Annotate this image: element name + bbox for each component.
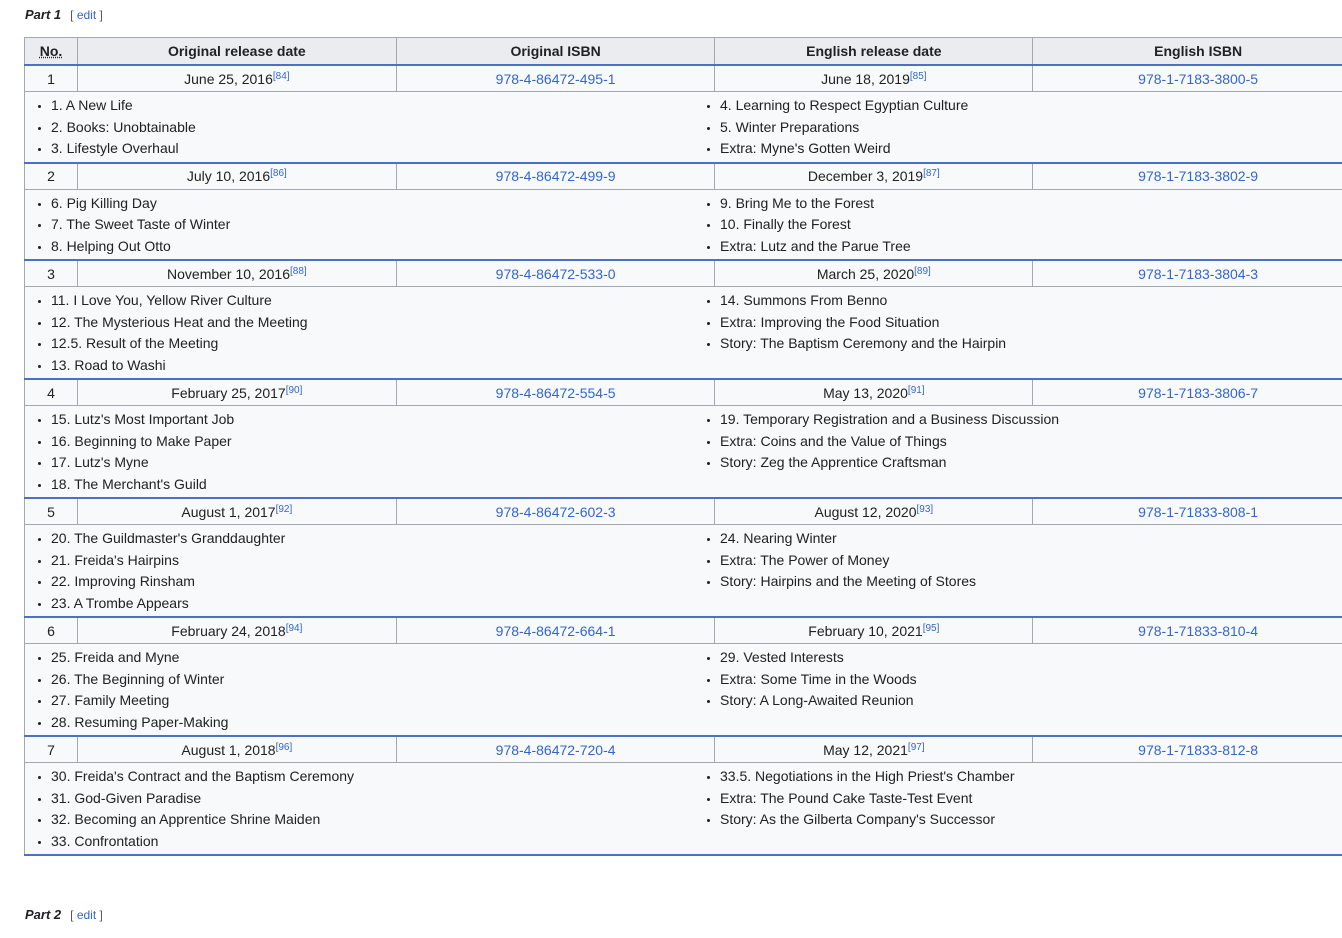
edit-section-wrapper (70, 908, 103, 922)
list-item: • 3. Lifestyle Overhaul (51, 138, 694, 160)
isbn-link[interactable]: 978-4-86472-554-5 (495, 384, 616, 401)
chapter-list-row (25, 763, 1342, 856)
chapter-columns (25, 193, 1342, 258)
list-item: • Story: Zeg the Apprentice Craftsman (720, 452, 1342, 474)
header-english-isbn: English ISBN (1033, 38, 1342, 66)
release-date: June 25, 2016 (184, 70, 273, 87)
reference-link[interactable]: [86] (270, 168, 287, 179)
english-release-date-cell (715, 736, 1033, 763)
volume-number: 7 (25, 736, 78, 763)
chapter-columns (25, 409, 1342, 495)
release-date: May 12, 2021 (823, 741, 908, 758)
chapter-column (25, 766, 694, 852)
edit-bracket-close: ] (99, 8, 103, 22)
list-item: • 4. Learning to Respect Egyptian Culture (720, 95, 1342, 117)
list-item: • 27. Family Meeting (51, 690, 694, 712)
english-release-date-cell (715, 498, 1033, 525)
reference-link[interactable]: [92] (275, 503, 293, 515)
release-date: May 13, 2020 (823, 384, 908, 401)
original-release-date-cell (77, 617, 396, 644)
reference-link[interactable]: [95] (922, 622, 940, 634)
list-item: • 21. Freida's Hairpins (51, 550, 694, 572)
chapter-column (694, 528, 1342, 614)
list-item: • 16. Beginning to Make Paper (51, 431, 694, 453)
chapter-columns (25, 95, 1342, 160)
list-item: • 26. The Beginning of Winter (51, 669, 694, 691)
original-isbn-cell (396, 65, 715, 92)
release-date: February 10, 2021 (808, 622, 923, 639)
list-item: • 19. Temporary Registration and a Business Discussion (720, 409, 1342, 431)
reference-link[interactable]: [93] (916, 503, 934, 515)
chapter-column (25, 193, 694, 258)
reference-link[interactable]: [88] (289, 265, 307, 277)
reference-link[interactable]: [89] (914, 265, 931, 277)
reference-link[interactable]: [91] (907, 384, 925, 396)
chapter-list-cell (25, 92, 1342, 163)
chapter-column (25, 647, 694, 733)
english-isbn-cell (1033, 379, 1342, 406)
isbn-link[interactable]: 978-4-86472-499-9 (495, 168, 616, 184)
chapter-list (694, 193, 1342, 258)
chapter-list-cell (25, 763, 1342, 856)
release-date: August 12, 2020 (814, 503, 917, 520)
list-item: • 11. I Love You, Yellow River Culture (51, 290, 694, 312)
reference-link[interactable]: [84] (272, 70, 290, 82)
isbn-link[interactable]: 978-1-7183-3802-9 (1138, 168, 1259, 184)
edit-bracket-open: [ (70, 8, 74, 22)
chapter-list-cell (25, 644, 1342, 737)
edit-section-link[interactable]: edit (76, 908, 97, 922)
chapter-list-row (25, 644, 1342, 737)
list-item: • 13. Road to Washi (51, 355, 694, 377)
list-item: • 8. Helping Out Otto (51, 236, 694, 258)
list-item: • Story: A Long-Awaited Reunion (720, 690, 1342, 712)
list-item: • 24. Nearing Winter (720, 528, 1342, 550)
chapter-columns (25, 290, 1342, 376)
list-item: • Extra: Coins and the Value of Things (720, 431, 1342, 453)
chapter-list (25, 95, 694, 160)
release-date: March 25, 2020 (816, 265, 915, 282)
release-date: November 10, 2016 (167, 265, 290, 282)
list-item: • 31. God-Given Paradise (51, 788, 694, 810)
edit-section-wrapper (70, 8, 103, 22)
chapter-list-cell (25, 525, 1342, 618)
original-release-date-cell (77, 163, 396, 190)
chapter-column (694, 647, 1342, 733)
header-original-isbn: Original ISBN (396, 38, 715, 66)
chapter-list (694, 528, 1342, 593)
table-row (25, 163, 1342, 190)
original-isbn-cell (396, 379, 715, 406)
english-isbn-cell (1033, 163, 1342, 190)
list-item: • Extra: Lutz and the Parue Tree (720, 236, 1342, 258)
list-item: • 32. Becoming an Apprentice Shrine Maiden (51, 809, 694, 831)
english-isbn-cell (1033, 617, 1342, 644)
isbn-link[interactable]: 978-4-86472-664-1 (495, 622, 616, 639)
table-row (25, 65, 1342, 92)
volume-number: 3 (25, 260, 78, 287)
header-no[interactable]: No. (25, 38, 78, 66)
reference-link[interactable]: [94] (285, 622, 303, 634)
release-date: February 24, 2018 (171, 622, 286, 639)
list-item: • 1. A New Life (51, 95, 694, 117)
chapter-list (25, 290, 694, 376)
english-release-date-cell (715, 163, 1033, 190)
edit-bracket-close: ] (99, 908, 103, 922)
list-item: • Extra: The Pound Cake Taste-Test Event (720, 788, 1342, 810)
list-item: • 33. Confrontation (51, 831, 694, 853)
list-item: • 23. A Trombe Appears (51, 593, 694, 615)
chapter-list (25, 766, 694, 852)
header-original-release-date: Original release date (77, 38, 396, 66)
isbn-link[interactable]: 978-1-7183-3800-5 (1138, 70, 1259, 87)
isbn-link[interactable]: 978-1-7183-3806-7 (1138, 384, 1259, 401)
chapter-column (694, 766, 1342, 852)
original-release-date-cell (77, 260, 396, 287)
list-item: • 14. Summons From Benno (720, 290, 1342, 312)
table-row (25, 379, 1342, 406)
list-item: • 29. Vested Interests (720, 647, 1342, 669)
list-item: • 2. Books: Unobtainable (51, 117, 694, 139)
chapter-list (694, 647, 1342, 712)
chapter-column (25, 95, 694, 160)
chapter-list-row (25, 92, 1342, 163)
list-item: • 12.5. Result of the Meeting (51, 333, 694, 355)
original-isbn-cell (396, 736, 715, 763)
list-item: • Extra: Myne's Gotten Weird (720, 138, 1342, 160)
chapter-columns (25, 647, 1342, 733)
chapter-list-cell (25, 287, 1342, 380)
list-item: • 18. The Merchant's Guild (51, 474, 694, 496)
volume-number: 1 (25, 65, 78, 92)
isbn-link[interactable]: 978-1-71833-808-1 (1138, 503, 1259, 520)
chapter-list-row (25, 406, 1342, 499)
isbn-link[interactable]: 978-4-86472-533-0 (495, 265, 616, 282)
table-row (25, 260, 1342, 287)
original-release-date-cell (77, 65, 396, 92)
original-isbn-cell (396, 617, 715, 644)
chapter-list (694, 290, 1342, 355)
isbn-link[interactable]: 978-4-86472-720-4 (495, 741, 616, 758)
chapter-list (25, 409, 694, 495)
list-item: • 22. Improving Rinsham (51, 571, 694, 593)
chapter-list (25, 528, 694, 614)
chapter-column (25, 409, 694, 495)
chapter-list (694, 95, 1342, 160)
list-item: • 20. The Guildmaster's Granddaughter (51, 528, 694, 550)
release-date: June 18, 2019 (821, 70, 910, 87)
original-release-date-cell (77, 498, 396, 525)
original-isbn-cell (396, 498, 715, 525)
table-header-row (25, 38, 1342, 66)
release-date: August 1, 2018 (181, 741, 276, 758)
english-release-date-cell (715, 65, 1033, 92)
table-row (25, 617, 1342, 644)
chapter-list (694, 409, 1342, 474)
chapter-column (25, 290, 694, 376)
chapter-list (25, 193, 694, 258)
chapter-columns (25, 766, 1342, 852)
release-date: February 25, 2017 (171, 384, 286, 401)
list-item: • 25. Freida and Myne (51, 647, 694, 669)
chapter-list-row (25, 189, 1342, 260)
chapter-list-cell (25, 189, 1342, 260)
english-isbn-cell (1033, 736, 1342, 763)
list-item: • 30. Freida's Contract and the Baptism Ceremony (51, 766, 694, 788)
chapter-list (694, 766, 1342, 831)
english-release-date-cell (715, 260, 1033, 287)
edit-bracket-open: [ (70, 908, 74, 922)
chapter-list-row (25, 525, 1342, 618)
release-date: December 3, 2019 (807, 168, 924, 184)
list-item: • 7. The Sweet Taste of Winter (51, 214, 694, 236)
reference-link[interactable]: [90] (285, 384, 303, 396)
original-release-date-cell (77, 736, 396, 763)
chapter-column (25, 528, 694, 614)
chapter-list-cell (25, 406, 1342, 499)
isbn-link[interactable]: 978-1-71833-812-8 (1138, 741, 1259, 758)
list-item: • 9. Bring Me to the Forest (720, 193, 1342, 215)
list-item: • Story: As the Gilberta Company's Successor (720, 809, 1342, 831)
list-item: • Story: Hairpins and the Meeting of Stores (720, 571, 1342, 593)
section-heading-part-1 (25, 7, 103, 23)
reference-link[interactable]: [97] (907, 741, 925, 753)
volume-number: 6 (25, 617, 78, 644)
release-date: August 1, 2017 (181, 503, 276, 520)
isbn-link[interactable]: 978-1-7183-3804-3 (1138, 265, 1259, 282)
reference-link[interactable]: [85] (909, 70, 927, 82)
english-isbn-cell (1033, 498, 1342, 525)
isbn-link[interactable]: 978-4-86472-495-1 (495, 70, 616, 87)
original-release-date-cell (77, 379, 396, 406)
list-item: • 5. Winter Preparations (720, 117, 1342, 139)
list-item: • 33.5. Negotiations in the High Priest's Chamber (720, 766, 1342, 788)
release-date: July 10, 2016 (186, 168, 271, 184)
chapter-list (25, 647, 694, 733)
volume-table-body (25, 65, 1342, 855)
list-item: • 10. Finally the Forest (720, 214, 1342, 236)
english-release-date-cell (715, 379, 1033, 406)
original-isbn-cell (396, 260, 715, 287)
isbn-link[interactable]: 978-1-71833-810-4 (1138, 622, 1259, 639)
list-item: • 15. Lutz's Most Important Job (51, 409, 694, 431)
volume-number: 4 (25, 379, 78, 406)
section-title: Part 2 (25, 907, 62, 922)
reference-link[interactable]: [87] (923, 168, 940, 179)
list-item: • 12. The Mysterious Heat and the Meeting (51, 312, 694, 334)
volume-number: 2 (25, 163, 78, 190)
table-row (25, 498, 1342, 525)
volume-table (24, 37, 1342, 856)
list-item: • 6. Pig Killing Day (51, 193, 694, 215)
list-item: • Story: The Baptism Ceremony and the Hairpin (720, 333, 1342, 355)
english-isbn-cell (1033, 260, 1342, 287)
reference-link[interactable]: [96] (275, 741, 293, 753)
section-heading-part-2 (25, 907, 103, 923)
table-row (25, 736, 1342, 763)
chapter-column (694, 290, 1342, 376)
list-item: • 17. Lutz's Myne (51, 452, 694, 474)
chapter-column (694, 193, 1342, 258)
chapter-columns (25, 528, 1342, 614)
section-title: Part 1 (25, 7, 62, 22)
volume-number: 5 (25, 498, 78, 525)
chapter-list-row (25, 287, 1342, 380)
english-release-date-cell (715, 617, 1033, 644)
list-item: • 28. Resuming Paper-Making (51, 712, 694, 734)
original-isbn-cell (396, 163, 715, 190)
list-item: • Extra: The Power of Money (720, 550, 1342, 572)
english-isbn-cell (1033, 65, 1342, 92)
isbn-link[interactable]: 978-4-86472-602-3 (495, 503, 616, 520)
list-item: • Extra: Improving the Food Situation (720, 312, 1342, 334)
header-english-release-date: English release date (715, 38, 1033, 66)
chapter-column (694, 95, 1342, 160)
edit-section-link[interactable]: edit (76, 8, 97, 22)
list-item: • Extra: Some Time in the Woods (720, 669, 1342, 691)
chapter-column (694, 409, 1342, 495)
